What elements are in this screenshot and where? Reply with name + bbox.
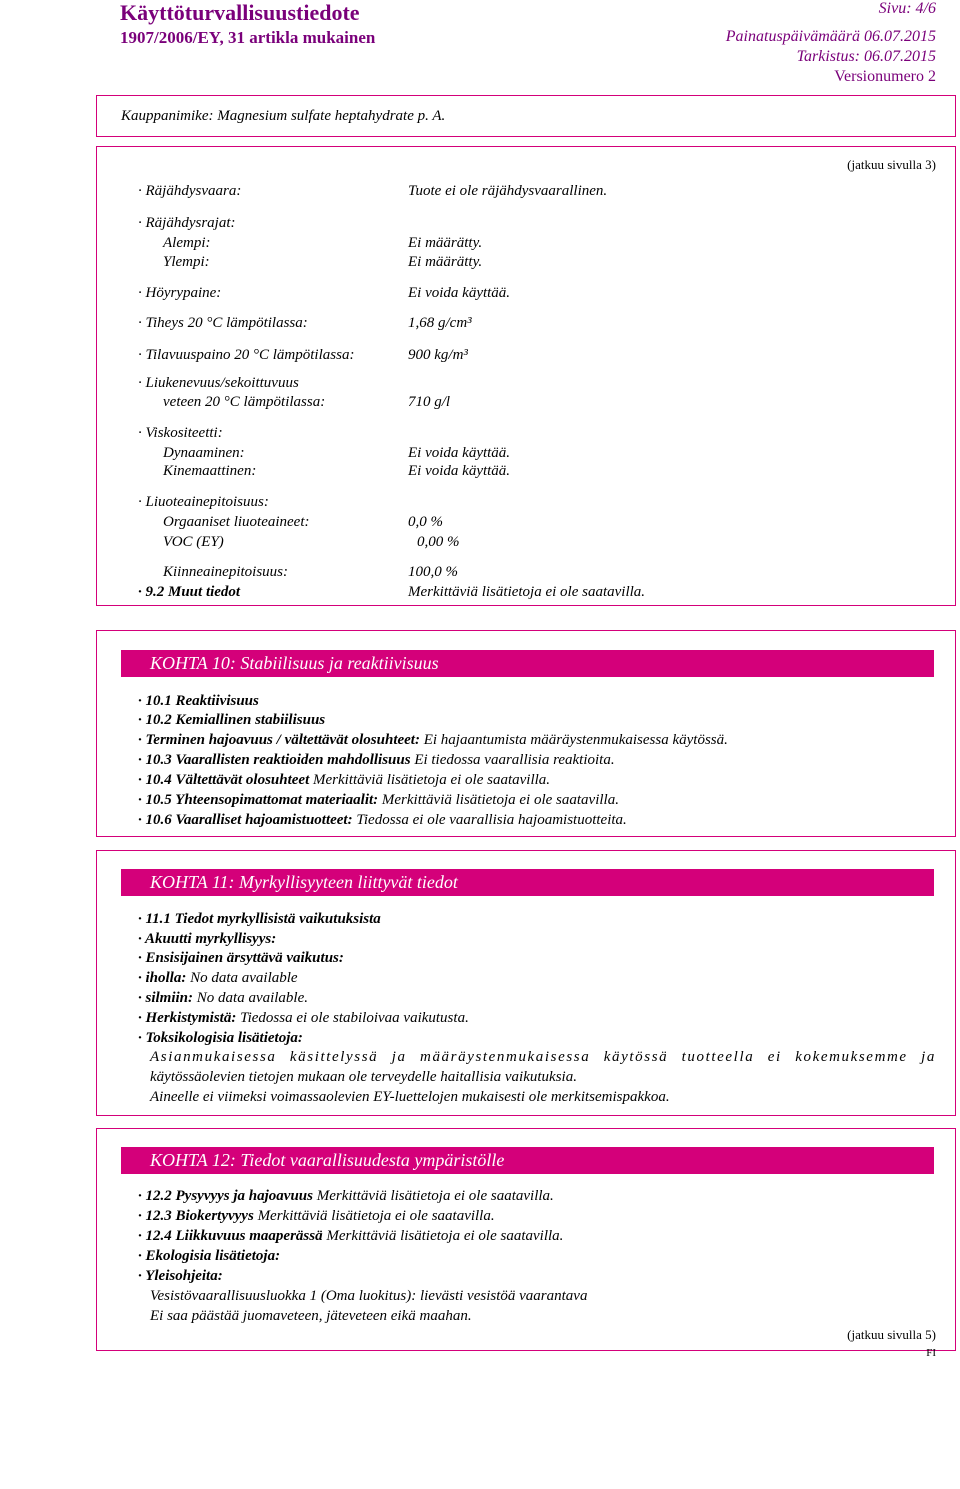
other-info-label: · 9.2 Muut tiedot (138, 584, 241, 600)
page-number: Sivu: 4/6 (878, 0, 936, 17)
continued-from: (jatkuu sivulla 3) (847, 157, 936, 172)
explosion-hazard-label: · Räjähdysvaara: (138, 183, 242, 199)
s10-thermal-value: Ei hajaantumista määräystenmukaisessa käytössä. (419, 732, 728, 748)
other-info-value: Merkittäviä lisätietoja ei ole saatavilla. (408, 584, 646, 600)
continued-to: (jatkuu sivulla 5) (847, 1327, 936, 1342)
upper-limit-value: Ei määrätty. (408, 254, 483, 270)
s11-skin (138, 970, 298, 987)
s11-eyes-value: No data available. (193, 990, 309, 1006)
trade-name-box (96, 95, 956, 137)
bulk-density-label: · Tilavuuspaino 20 °C lämpötilassa: (138, 347, 355, 363)
upper-limit-label: Ylempi: (163, 254, 210, 270)
s10-conditions-to-avoid (138, 772, 550, 789)
document-title: Käyttöturvallisuustiedote (120, 0, 360, 25)
s11-toxicological-effects: · 11.1 Tiedot myrkyllisistä vaikutuksista (138, 911, 381, 927)
vapour-pressure-label: · Höyrypaine: (138, 285, 222, 301)
viscosity-label: · Viskositeetti: (138, 425, 223, 441)
solids-content-label: Kiinneainepitoisuus: (163, 564, 288, 580)
s10-decomposition-products (138, 812, 627, 829)
s12-mobility (138, 1228, 563, 1245)
s12-mobility-value: Merkittäviä lisätietoja ei ole saatavilla. (322, 1228, 564, 1244)
s10-conditions-label: · 10.4 Vältettävät olosuhteet (138, 772, 310, 788)
country-code: FI (926, 1347, 936, 1359)
solids-content-value: 100,0 % (408, 564, 458, 580)
s11-primary-irritant: · Ensisijainen ärsyttävä vaikutus: (138, 950, 344, 966)
s12-water-hazard-class: Vesistövaarallisuusluokka 1 (Oma luokitus): lievästi vesistöä vaarantava (150, 1288, 588, 1304)
s10-thermal-label: · Terminen hajoavuus / vältettävät olosuhteet: (138, 732, 420, 748)
s10-decomposition-value: Tiedossa ei ole vaarallisia hajoamistuotteita. (352, 812, 627, 828)
s12-persistence-value: Merkittäviä lisätietoja ei ole saatavilla. (312, 1188, 554, 1204)
version-number: Versionumero 2 (834, 68, 936, 85)
density-label: · Tiheys 20 °C lämpötilassa: (138, 315, 308, 331)
s11-sensitization-label: · Herkistymistä: (138, 1010, 237, 1026)
s11-paragraph-line-1: Asianmukaisessa käsittelyssä ja määräystenmukaisessa käytössä tuotteella ei kokemuksemme ja (150, 1049, 936, 1065)
dynamic-viscosity-label: Dynaaminen: (163, 445, 245, 461)
bulk-density-value: 900 kg/m³ (408, 347, 468, 363)
voc-value: 0,00 % (417, 534, 460, 550)
s11-additional-info: · Toksikologisia lisätietoja: (138, 1030, 303, 1046)
s10-incompatible-materials (138, 792, 619, 809)
trade-name: Kauppanimike: Magnesium sulfate heptahydrate p. A. (121, 108, 446, 124)
kinematic-viscosity-value: Ei voida käyttää. (408, 463, 511, 479)
explosion-limits-label: · Räjähdysrajat: (138, 215, 236, 231)
s12-mobility-label: · 12.4 Liikkuvuus maaperässä (138, 1228, 323, 1244)
lower-limit-label: Alempi: (163, 235, 211, 251)
check-date: Tarkistus: 06.07.2015 (796, 48, 936, 65)
s12-bioaccumulation (138, 1208, 495, 1225)
s10-hazardous-reactions-value: Ei tiedossa vaarallisia reaktioita. (410, 752, 615, 768)
s11-eyes-label: · silmiin: (138, 990, 194, 1006)
s12-bioaccumulation-label: · 12.3 Biokertyvyys (138, 1208, 254, 1224)
s10-hazardous-reactions (138, 752, 615, 769)
solubility-value: 710 g/l (408, 394, 451, 410)
s11-paragraph-line-3: Aineelle ei viimeksi voimassaolevien EY-luettelojen mukaisesti ole merkitsemispakkoa. (150, 1089, 670, 1105)
s10-reactivity: · 10.1 Reaktiivisuus (138, 693, 259, 709)
s10-incompatible-label: · 10.5 Yhteensopimattomat materiaalit: (138, 792, 379, 808)
s11-skin-value: No data available (186, 970, 298, 986)
s11-sensitization (138, 1010, 469, 1027)
dynamic-viscosity-value: Ei voida käyttää. (408, 445, 511, 461)
solvent-content-label: · Liuoteainepitoisuus: (138, 494, 269, 510)
s12-bioaccumulation-value: Merkittäviä lisätietoja ei ole saatavilla. (253, 1208, 495, 1224)
kinematic-viscosity-label: Kinemaattinen: (163, 463, 257, 479)
s10-chemical-stability: · 10.2 Kemiallinen stabiilisuus (138, 712, 326, 728)
regulation-subtitle: 1907/2006/EY, 31 artikla mukainen (120, 28, 376, 47)
s12-persistence (138, 1188, 554, 1205)
organic-solvents-label: Orgaaniset liuoteaineet: (163, 514, 310, 530)
s11-skin-label: · iholla: (138, 970, 187, 986)
lower-limit-value: Ei määrätty. (408, 235, 483, 251)
s10-incompatible-value: Merkittäviä lisätietoja ei ole saatavilla. (378, 792, 619, 808)
vapour-pressure-value: Ei voida käyttää. (408, 285, 511, 301)
print-date: Painatuspäivämäärä 06.07.2015 (725, 28, 936, 45)
s11-acute-toxicity: · Akuutti myrkyllisyys: (138, 931, 277, 947)
s10-hazardous-reactions-label: · 10.3 Vaarallisten reaktioiden mahdollisuus (138, 752, 411, 768)
s11-sensitization-value: Tiedossa ei ole stabiloivaa vaikutusta. (236, 1010, 469, 1026)
s11-paragraph-line-2: käytössäolevien tietojen mukaan ole terveydelle haitallisia vaikutuksia. (150, 1069, 577, 1085)
s10-thermal-decomposition (138, 732, 728, 749)
section-12-title: KOHTA 12: Tiedot vaarallisuudesta ympäristölle (121, 1147, 934, 1174)
solubility-label-2: veteen 20 °C lämpötilassa: (163, 394, 326, 410)
s12-persistence-label: · 12.2 Pysyvyys ja hajoavuus (138, 1188, 313, 1204)
section-11-title: KOHTA 11: Myrkyllisyyteen liittyvät tiedot (121, 869, 934, 896)
density-value: 1,68 g/cm³ (408, 315, 472, 331)
s11-eyes (138, 990, 308, 1007)
s10-conditions-value: Merkittäviä lisätietoja ei ole saatavilla. (309, 772, 551, 788)
explosion-hazard-value: Tuote ei ole räjähdysvaarallinen. (408, 183, 608, 199)
voc-label: VOC (EY) (163, 534, 224, 550)
s12-general-notes: · Yleisohjeita: (138, 1268, 223, 1284)
s12-ecological-info: · Ekologisia lisätietoja: (138, 1248, 281, 1264)
section-10-title: KOHTA 10: Stabiilisuus ja reaktiivisuus (121, 650, 934, 677)
solubility-label: · Liukenevuus/sekoittuvuus (138, 375, 299, 391)
organic-solvents-value: 0,0 % (408, 514, 443, 530)
s12-disposal-note: Ei saa päästää juomaveteen, jäteveteen eikä maahan. (150, 1308, 472, 1324)
s10-decomposition-label: · 10.6 Vaaralliset hajoamistuotteet: (138, 812, 353, 828)
